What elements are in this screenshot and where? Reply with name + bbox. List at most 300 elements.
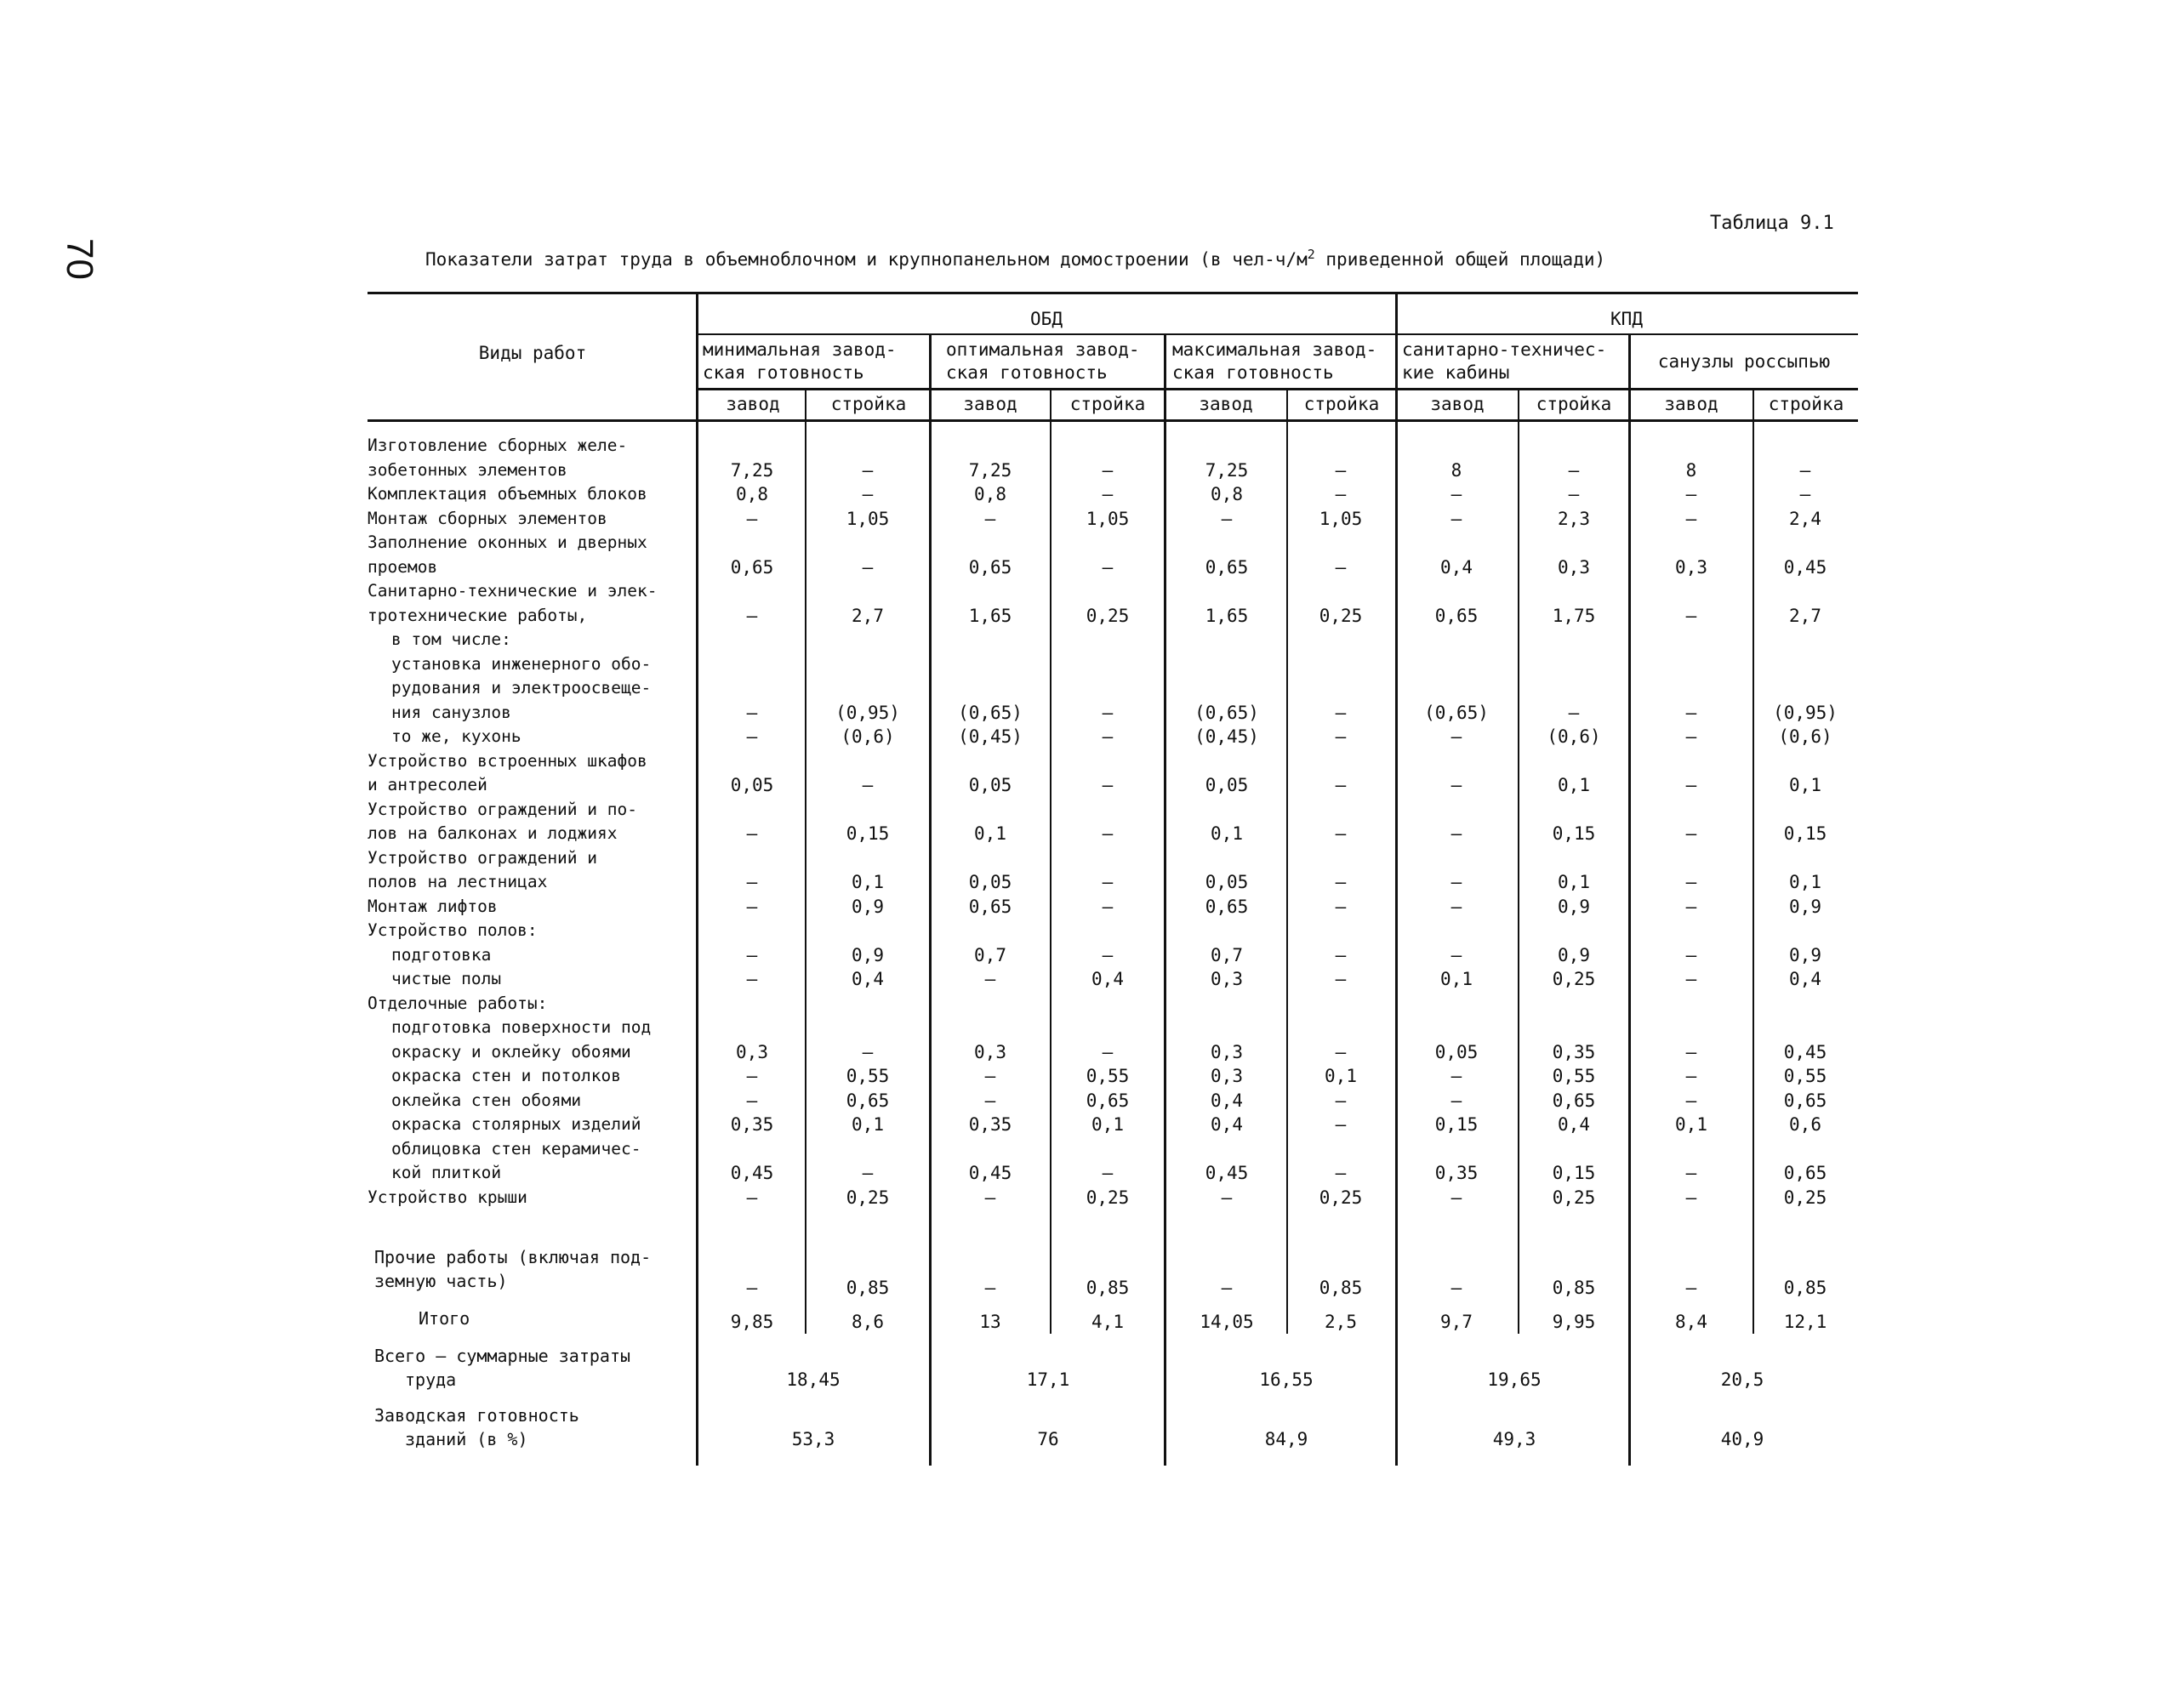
table-cell: – bbox=[746, 969, 758, 989]
table-cell: 0,9 bbox=[852, 896, 884, 917]
table-cell: – bbox=[984, 1066, 996, 1086]
subgroup-opt-line2: ская готовность bbox=[946, 362, 1108, 383]
row-label: Изготовление сборных желе- bbox=[368, 436, 628, 455]
other-cell: 0,85 bbox=[1319, 1278, 1363, 1298]
subgroup-opt-line1: оптимальная завод- bbox=[946, 339, 1140, 360]
table-cell: (0,45) bbox=[1194, 726, 1259, 747]
total-label: Итого bbox=[419, 1308, 470, 1329]
table-cell: 0,05 bbox=[1205, 775, 1249, 795]
subgroup-loose: санузлы россыпью bbox=[1657, 351, 1831, 372]
table-cell: 0,25 bbox=[1552, 969, 1596, 989]
row-label: Устройство крыши bbox=[368, 1187, 527, 1207]
total-cell: 8,4 bbox=[1675, 1312, 1707, 1332]
rule-col bbox=[1164, 333, 1166, 1466]
table-cell: – bbox=[862, 459, 874, 481]
table-cell: – bbox=[1685, 1041, 1697, 1062]
table-cell: – bbox=[1450, 484, 1462, 504]
other-cell: – bbox=[1685, 1278, 1697, 1298]
subgroup-cabins-line2: кие кабины bbox=[1402, 362, 1510, 383]
table-cell: – bbox=[1450, 726, 1462, 747]
table-cell: (0,95) bbox=[835, 702, 900, 723]
table-cell: 0,15 bbox=[1552, 1163, 1596, 1183]
table-cell: 0,35 bbox=[1434, 1163, 1479, 1183]
table-cell: 0,1 bbox=[1091, 1114, 1124, 1135]
table-cell: 1,75 bbox=[1552, 605, 1596, 626]
table-cell: – bbox=[1450, 508, 1462, 529]
table-cell: – bbox=[1102, 775, 1114, 795]
table-cell: 0,65 bbox=[730, 556, 774, 578]
subgroup-max-line1: максимальная завод- bbox=[1172, 339, 1377, 360]
table-cell: – bbox=[1102, 872, 1114, 892]
table-cell: 7,25 bbox=[1205, 459, 1249, 481]
table-cell: – bbox=[1685, 702, 1697, 723]
other-label: Прочие работы (включая под- bbox=[374, 1247, 652, 1267]
total-cell: 13 bbox=[979, 1312, 1001, 1332]
row-label: Устройство ограждений и по- bbox=[368, 799, 637, 819]
row-label: Отделочные работы: bbox=[368, 993, 548, 1013]
total-cell: 8,6 bbox=[852, 1312, 884, 1332]
readiness-cell: 76 bbox=[1037, 1429, 1059, 1449]
table-cell: 0,25 bbox=[1319, 1187, 1363, 1208]
table-cell: 8 bbox=[1685, 459, 1697, 481]
table-cell: 0,25 bbox=[1552, 1187, 1596, 1208]
other-cell: 0,85 bbox=[1086, 1278, 1130, 1298]
table-cell: – bbox=[746, 872, 758, 892]
table-cell: – bbox=[746, 702, 758, 723]
table-cell: – bbox=[1685, 1187, 1697, 1208]
table-cell: 0,35 bbox=[730, 1114, 774, 1135]
table-cell: 0,1 bbox=[1789, 872, 1821, 892]
table-cell: – bbox=[1685, 1163, 1697, 1183]
row-label: окраска стен и потолков bbox=[391, 1066, 622, 1085]
table-cell: 0,55 bbox=[1783, 1066, 1827, 1086]
table-cell: 8 bbox=[1450, 459, 1462, 481]
other-cell: 0,85 bbox=[1783, 1278, 1827, 1298]
total-cell: 9,85 bbox=[730, 1312, 774, 1332]
col-header: завод bbox=[726, 394, 780, 414]
table-cell: – bbox=[1221, 1187, 1233, 1208]
table-cell: – bbox=[1450, 1090, 1462, 1111]
table-cell: 0,1 bbox=[974, 823, 1006, 844]
table-cell: – bbox=[984, 508, 996, 529]
table-cell: 0,4 bbox=[1440, 556, 1473, 578]
other-cell: – bbox=[984, 1278, 996, 1298]
total-cell: 14,05 bbox=[1200, 1312, 1254, 1332]
row-label: подготовка поверхности под bbox=[391, 1017, 652, 1037]
table-cell: 0,9 bbox=[1789, 896, 1821, 917]
table-cell: – bbox=[1685, 944, 1697, 965]
table-cell: (0,6) bbox=[1778, 726, 1832, 747]
table-cell: – bbox=[746, 726, 758, 747]
table-cell: 0,3 bbox=[1211, 969, 1243, 989]
row-label: Устройство полов: bbox=[368, 920, 538, 940]
subgroup-min-line2: ская готовность bbox=[703, 362, 864, 383]
table-cell: 0,1 bbox=[1211, 823, 1243, 844]
table-cell: 0,05 bbox=[1434, 1041, 1479, 1062]
row-label: окраску и оклейку обоями bbox=[391, 1041, 631, 1062]
table-cell: 0,4 bbox=[1558, 1114, 1590, 1135]
table-cell: 1,05 bbox=[1319, 508, 1363, 529]
table-cell: 0,05 bbox=[1205, 872, 1249, 892]
table-cell: – bbox=[1685, 508, 1697, 529]
table-cell: 0,55 bbox=[1552, 1066, 1596, 1086]
table-cell: 0,9 bbox=[1558, 944, 1590, 965]
table-cell: 0,4 bbox=[1211, 1090, 1243, 1111]
sum-label-line2: труда bbox=[405, 1369, 457, 1390]
col-header: завод bbox=[1430, 394, 1485, 414]
table-cell: – bbox=[1685, 1066, 1697, 1086]
col-header: стройка bbox=[1303, 394, 1380, 414]
table-cell: – bbox=[984, 969, 996, 989]
row-label: подготовка bbox=[391, 944, 492, 965]
subgroup-min-line1: минимальная завод- bbox=[703, 339, 897, 360]
table-cell: – bbox=[746, 1090, 758, 1111]
rule-col bbox=[1286, 388, 1288, 1334]
rule-col bbox=[805, 388, 806, 1334]
row-label: лов на балконах и лоджиях bbox=[368, 823, 618, 843]
caption-text: Показатели затрат труда в объемноблочном и крупнопанельном домостроении (в чел-ч/м bbox=[425, 249, 1308, 270]
other-label-line2: земную часть) bbox=[374, 1271, 508, 1291]
table-cell: 0,05 bbox=[730, 775, 774, 795]
table-cell: 0,05 bbox=[968, 775, 1012, 795]
col-header: стройка bbox=[1069, 394, 1146, 414]
col-header: завод bbox=[1199, 394, 1253, 414]
table-cell: 2,4 bbox=[1789, 508, 1821, 529]
col-header: завод bbox=[963, 394, 1017, 414]
table-cell: 0,1 bbox=[1558, 775, 1590, 795]
subgroup-cabins-line1: санитарно-техничес- bbox=[1402, 339, 1607, 360]
table-cell: – bbox=[1335, 726, 1347, 747]
table-cell: 0,7 bbox=[1211, 944, 1243, 965]
group-kpd: КПД bbox=[1610, 309, 1643, 329]
table-cell: 0,1 bbox=[1675, 1114, 1707, 1135]
table-cell: 0,45 bbox=[1783, 1041, 1827, 1062]
table-cell: 1,05 bbox=[1086, 508, 1130, 529]
col-header: стройка bbox=[830, 394, 907, 414]
table-cell: – bbox=[1450, 1066, 1462, 1086]
other-cell: – bbox=[1450, 1278, 1462, 1298]
rule-header-bottom bbox=[368, 419, 1858, 422]
table-cell: 0,15 bbox=[1783, 823, 1827, 844]
rule-col bbox=[1518, 388, 1519, 1334]
total-cell: 9,95 bbox=[1552, 1312, 1596, 1332]
table-cell: – bbox=[1799, 459, 1811, 481]
table-cell: 0,45 bbox=[1205, 1163, 1249, 1183]
row-label: Монтаж сборных элементов bbox=[368, 508, 607, 528]
table-cell: 0,3 bbox=[974, 1041, 1006, 1062]
table-cell: – bbox=[1685, 969, 1697, 989]
row-label: рудования и электроосвеще- bbox=[391, 678, 652, 697]
table-cell: – bbox=[746, 823, 758, 844]
row-label: проемов bbox=[368, 556, 438, 577]
row-label: полов на лестницах bbox=[368, 872, 548, 891]
caption-text-end: приведенной общей площади) bbox=[1314, 249, 1606, 270]
table-cell: – bbox=[1450, 872, 1462, 892]
table-cell: 0,65 bbox=[1552, 1090, 1596, 1111]
table-cell: – bbox=[1450, 944, 1462, 965]
table-cell: 0,3 bbox=[1675, 556, 1707, 578]
table-cell: – bbox=[1102, 459, 1114, 481]
table-cell: – bbox=[1102, 823, 1114, 844]
other-cell: – bbox=[746, 1278, 758, 1298]
table-cell: – bbox=[984, 1187, 996, 1208]
table-cell: 2,3 bbox=[1558, 508, 1590, 529]
table-cell: 0,25 bbox=[1086, 605, 1130, 626]
table-cell: 0,35 bbox=[1552, 1041, 1596, 1062]
row-label: оклейка стен обоями bbox=[391, 1090, 582, 1110]
table-cell: – bbox=[1568, 702, 1580, 723]
rule-top bbox=[368, 292, 1858, 294]
col-header: завод bbox=[1664, 394, 1718, 414]
table-caption bbox=[425, 247, 1855, 270]
row-label: Устройство встроенных шкафов bbox=[368, 750, 647, 771]
table-cell: – bbox=[862, 1163, 874, 1183]
table-cell: – bbox=[1335, 484, 1347, 504]
rule-subgroups bbox=[698, 388, 1858, 390]
table-cell: (0,45) bbox=[958, 726, 1023, 747]
table-cell: – bbox=[1685, 872, 1697, 892]
table-cell: – bbox=[1335, 896, 1347, 917]
table-cell: (0,95) bbox=[1773, 702, 1838, 723]
rule-col bbox=[1753, 388, 1754, 1334]
rule-groups bbox=[698, 333, 1858, 335]
readiness-label-line2: зданий (в %) bbox=[405, 1429, 528, 1449]
row-label: Монтаж лифтов bbox=[368, 896, 498, 916]
table-cell: – bbox=[1102, 556, 1114, 578]
table-cell: 0,65 bbox=[1783, 1090, 1827, 1111]
table-cell: – bbox=[1102, 1163, 1114, 1183]
row-label: Устройство ограждений и bbox=[368, 847, 598, 868]
table-cell: 0,15 bbox=[846, 823, 890, 844]
table-cell: (0,6) bbox=[1547, 726, 1601, 747]
table-cell: 0,4 bbox=[852, 969, 884, 989]
table-cell: 0,45 bbox=[1783, 556, 1827, 578]
table-cell: 1,65 bbox=[1205, 605, 1249, 626]
table-cell: – bbox=[1102, 484, 1114, 504]
sum-cell: 17,1 bbox=[1026, 1369, 1070, 1390]
table-cell: – bbox=[862, 484, 874, 504]
table-cell: 0,6 bbox=[1789, 1114, 1821, 1135]
table-cell: 0,65 bbox=[1086, 1090, 1130, 1111]
page-number: 70 bbox=[59, 238, 100, 280]
table-cell: 0,55 bbox=[846, 1066, 890, 1086]
table-cell: – bbox=[1450, 1187, 1462, 1208]
table-cell: 0,4 bbox=[1091, 969, 1124, 989]
row-label: Заполнение оконных и дверных bbox=[368, 532, 647, 552]
table-cell: – bbox=[1102, 944, 1114, 965]
table-cell: 0,65 bbox=[968, 896, 1012, 917]
row-label: установка инженерного обо- bbox=[391, 653, 652, 674]
total-cell: 9,7 bbox=[1440, 1312, 1473, 1332]
table-number: Таблица 9.1 bbox=[1710, 213, 1834, 234]
table-cell: – bbox=[1685, 775, 1697, 795]
table-cell: – bbox=[1568, 484, 1580, 504]
table-cell: 1,05 bbox=[846, 508, 890, 529]
table-cell: – bbox=[1685, 1090, 1697, 1111]
row-label: чистые полы bbox=[391, 969, 502, 988]
table-cell: 0,8 bbox=[974, 484, 1006, 504]
table-cell: – bbox=[1102, 1041, 1114, 1062]
table-cell: 1,65 bbox=[968, 605, 1012, 626]
rule-col bbox=[1628, 333, 1631, 1466]
table-cell: – bbox=[1335, 1041, 1347, 1062]
table-cell: (0,65) bbox=[958, 702, 1023, 723]
table-cell: 0,8 bbox=[736, 484, 768, 504]
row-label: тротехнические работы, bbox=[368, 605, 588, 625]
table-cell: 2,7 bbox=[1789, 605, 1821, 626]
table-cell: – bbox=[1568, 459, 1580, 481]
total-cell: 2,5 bbox=[1325, 1312, 1357, 1332]
table-cell: 0,1 bbox=[1325, 1066, 1357, 1086]
table-cell: – bbox=[1335, 1163, 1347, 1183]
table-cell: – bbox=[984, 1090, 996, 1111]
readiness-cell: 53,3 bbox=[791, 1429, 835, 1449]
row-label: то же, кухонь bbox=[391, 726, 521, 746]
table-cell: 0,4 bbox=[1789, 969, 1821, 989]
table-cell: 0,3 bbox=[1211, 1066, 1243, 1086]
table-cell: 0,1 bbox=[852, 872, 884, 892]
table-cell: – bbox=[1799, 484, 1811, 504]
table-cell: 0,9 bbox=[852, 944, 884, 965]
table-cell: – bbox=[1335, 775, 1347, 795]
table-cell: 0,65 bbox=[968, 556, 1012, 578]
table-cell: 7,25 bbox=[730, 459, 774, 481]
rule-col bbox=[1395, 292, 1398, 1466]
table-cell: – bbox=[746, 896, 758, 917]
table-cell: – bbox=[1450, 896, 1462, 917]
rule-col bbox=[929, 333, 932, 1466]
table-cell: – bbox=[862, 1041, 874, 1062]
table-cell: 7,25 bbox=[968, 459, 1012, 481]
table-cell: 0,9 bbox=[1558, 896, 1590, 917]
table-cell: 0,05 bbox=[968, 872, 1012, 892]
table-cell: 0,25 bbox=[1783, 1187, 1827, 1208]
table-cell: – bbox=[862, 775, 874, 795]
row-label: Санитарно-технические и элек- bbox=[368, 581, 658, 601]
table-cell: – bbox=[1685, 484, 1697, 504]
table-cell: (0,65) bbox=[1194, 702, 1259, 723]
sum-cell: 20,5 bbox=[1720, 1369, 1764, 1390]
table-cell: – bbox=[1685, 726, 1697, 747]
table-cell: 0,3 bbox=[1558, 556, 1590, 578]
table-cell: – bbox=[746, 1187, 758, 1208]
table-cell: – bbox=[1335, 872, 1347, 892]
row-label: окраска столярных изделий bbox=[391, 1114, 641, 1134]
table-cell: 0,3 bbox=[736, 1041, 768, 1062]
row-label: облицовка стен керамичес- bbox=[391, 1138, 641, 1159]
table-cell: 0,4 bbox=[1211, 1114, 1243, 1135]
table-cell: – bbox=[1102, 726, 1114, 747]
table-cell: – bbox=[1335, 556, 1347, 578]
table-cell: 0,25 bbox=[846, 1187, 890, 1208]
table-cell: 0,65 bbox=[1205, 556, 1249, 578]
table-cell: 0,55 bbox=[1086, 1066, 1130, 1086]
table-cell: 0,8 bbox=[1211, 484, 1243, 504]
readiness-cell: 40,9 bbox=[1720, 1429, 1764, 1449]
table-cell: – bbox=[1335, 969, 1347, 989]
row-label: кой плиткой bbox=[391, 1163, 502, 1182]
readiness-label: Заводская готовность bbox=[374, 1405, 579, 1426]
sum-cell: 19,65 bbox=[1487, 1369, 1542, 1390]
table-cell: 0,65 bbox=[1783, 1163, 1827, 1183]
table-cell: – bbox=[746, 944, 758, 965]
total-cell: 4,1 bbox=[1091, 1312, 1124, 1332]
readiness-cell: 84,9 bbox=[1264, 1429, 1308, 1449]
table-cell: 0,15 bbox=[1552, 823, 1596, 844]
row-label: и антресолей bbox=[368, 775, 487, 794]
table-cell: 0,1 bbox=[1789, 775, 1821, 795]
col-header: стройка bbox=[1536, 394, 1612, 414]
table-cell: (0,65) bbox=[1424, 702, 1489, 723]
sum-cell: 16,55 bbox=[1259, 1369, 1314, 1390]
table-cell: 0,45 bbox=[730, 1163, 774, 1183]
table-cell: 0,65 bbox=[1205, 896, 1249, 917]
table-cell: 0,65 bbox=[1434, 605, 1479, 626]
table-cell: – bbox=[1221, 508, 1233, 529]
table-cell: 0,45 bbox=[968, 1163, 1012, 1183]
row-label: ния санузлов bbox=[391, 702, 511, 722]
table-cell: 0,15 bbox=[1434, 1114, 1479, 1135]
table-cell: – bbox=[1335, 1090, 1347, 1111]
table-cell: 0,1 bbox=[1440, 969, 1473, 989]
table-cell: 0,9 bbox=[1789, 944, 1821, 965]
total-cell: 12,1 bbox=[1783, 1312, 1827, 1332]
sum-label: Всего – суммарные затраты bbox=[374, 1346, 631, 1366]
table-cell: – bbox=[1102, 702, 1114, 723]
table-cell: 2,7 bbox=[852, 605, 884, 626]
table-cell: – bbox=[1335, 944, 1347, 965]
table-cell: – bbox=[1450, 823, 1462, 844]
rule-col bbox=[1050, 388, 1052, 1334]
table-cell: – bbox=[1685, 896, 1697, 917]
table-cell: – bbox=[746, 508, 758, 529]
table-cell: 0,1 bbox=[852, 1114, 884, 1135]
table-cell: – bbox=[1685, 823, 1697, 844]
row-header: Виды работ bbox=[478, 343, 587, 363]
other-cell: 0,85 bbox=[846, 1278, 890, 1298]
table-cell: 0,25 bbox=[1086, 1187, 1130, 1208]
table-cell: – bbox=[1335, 823, 1347, 844]
table-cell: – bbox=[1335, 459, 1347, 481]
table-cell: – bbox=[862, 556, 874, 578]
table-cell: 0,7 bbox=[974, 944, 1006, 965]
table-cell: – bbox=[1335, 702, 1347, 723]
table-cell: 0,65 bbox=[846, 1090, 890, 1111]
table-cell: – bbox=[1335, 1114, 1347, 1135]
subgroup-max-line2: ская готовность bbox=[1172, 362, 1334, 383]
table-cell: – bbox=[746, 1066, 758, 1086]
table-cell: – bbox=[1102, 896, 1114, 917]
other-cell: – bbox=[1221, 1278, 1233, 1298]
group-obd: ОБД bbox=[1030, 309, 1063, 329]
table-cell: 0,3 bbox=[1211, 1041, 1243, 1062]
row-label: Комплектация объемных блоков bbox=[368, 484, 647, 504]
table-cell: (0,6) bbox=[841, 726, 895, 747]
row-label: в том числе: bbox=[391, 629, 511, 649]
row-label: зобетонных элементов bbox=[368, 459, 567, 480]
table-cell: – bbox=[1685, 605, 1697, 626]
caption-superscript: 2 bbox=[1307, 247, 1315, 262]
other-cell: 0,85 bbox=[1552, 1278, 1596, 1298]
table-cell: 0,35 bbox=[968, 1114, 1012, 1135]
readiness-cell: 49,3 bbox=[1492, 1429, 1536, 1449]
col-header: стройка bbox=[1768, 394, 1844, 414]
sum-cell: 18,45 bbox=[786, 1369, 841, 1390]
table-cell: 0,25 bbox=[1319, 605, 1363, 626]
table-cell: – bbox=[1450, 775, 1462, 795]
table-cell: – bbox=[746, 605, 758, 626]
table-cell: 0,1 bbox=[1558, 872, 1590, 892]
